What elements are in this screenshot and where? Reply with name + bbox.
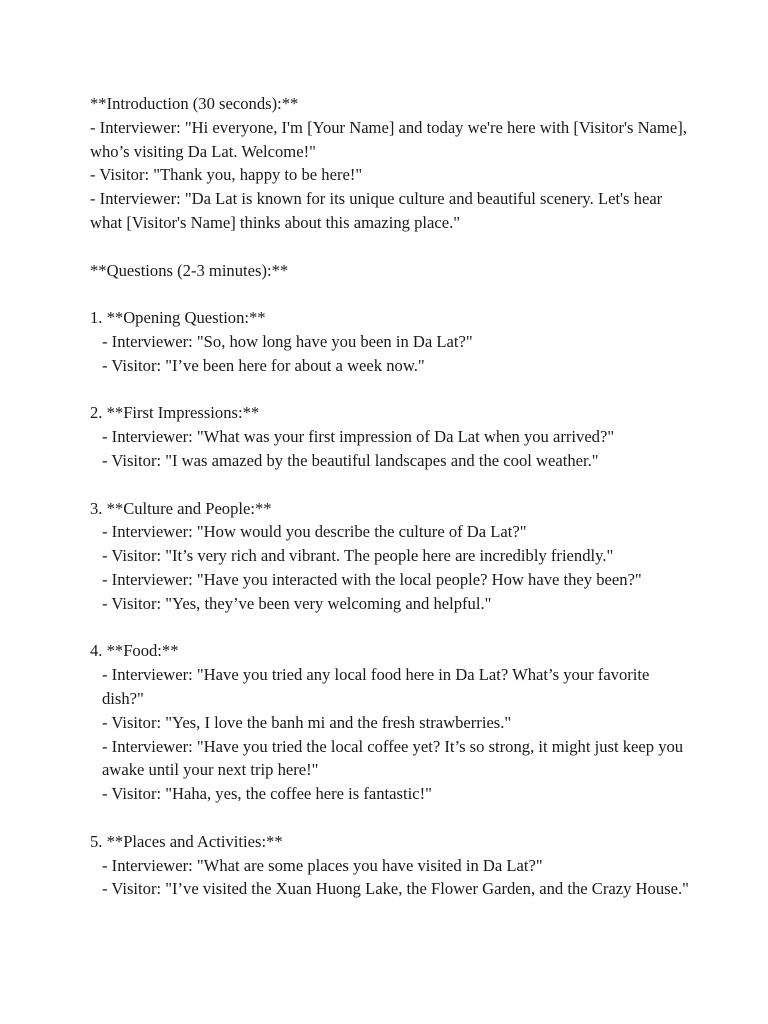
intro-line: - Interviewer: "Hi everyone, I'm [Your Name] and today we're here with [Visitor's Name], who’s visiting Da Lat. Welcome!" [90, 117, 692, 161]
spacer [90, 473, 690, 497]
intro-line: - Interviewer: "Da Lat is known for its unique culture and beautiful scenery. Let's hear what [Visitor's Name] thinks about this amazing place." [90, 189, 667, 232]
dialogue-line: - Visitor: "I’ve visited the Xuan Huong Lake, the Flower Garden, and the Crazy House." [102, 879, 689, 899]
dialogue-line: - Interviewer: "So, how long have you been in Da Lat?" [102, 331, 473, 351]
section-title: 1. **Opening Question:** [90, 308, 266, 328]
spacer [90, 616, 690, 640]
document-body [90, 92, 690, 901]
dialogue-line: - Visitor: "Haha, yes, the coffee here is fantastic!" [102, 784, 432, 804]
dialogue-line: - Visitor: "Yes, they’ve been very welcoming and helpful." [102, 593, 492, 613]
dialogue-line: - Visitor: "It’s very rich and vibrant. The people here are incredibly friendly." [102, 546, 614, 566]
dialogue-line: - Interviewer: "Have you tried the local coffee yet? It’s so strong, it might just keep you awake until your next trip here!" [102, 736, 688, 780]
dialogue-line: - Interviewer: "What was your first impression of Da Lat when you arrived?" [102, 427, 615, 447]
dialogue-line: - Interviewer: "How would you describe the culture of Da Lat?" [102, 522, 527, 542]
dialogue-line: - Interviewer: "Have you tried any local food here in Da Lat? What’s your favorite dish?" [102, 665, 654, 708]
spacer [90, 235, 690, 259]
spacer [90, 806, 690, 830]
section-title: 5. **Places and Activities:** [90, 831, 283, 851]
spacer [90, 378, 690, 402]
spacer [90, 282, 690, 306]
dialogue-line: - Visitor: "I’ve been here for about a week now." [102, 355, 425, 375]
intro-heading: **Introduction (30 seconds):** [90, 94, 299, 113]
dialogue-line: - Visitor: "I was amazed by the beautiful landscapes and the cool weather." [102, 450, 599, 470]
section-title: 2. **First Impressions:** [90, 403, 260, 423]
section-title: 3. **Culture and People:** [90, 498, 272, 518]
dialogue-line: - Interviewer: "What are some places you have visited in Da Lat?" [102, 855, 543, 875]
dialogue-line: - Interviewer: "Have you interacted with the local people? How have they been?" [102, 569, 642, 589]
intro-line: - Visitor: "Thank you, happy to be here!" [90, 165, 363, 185]
section-title: 4. **Food:** [90, 641, 179, 661]
questions-heading: **Questions (2-3 minutes):** [90, 260, 289, 280]
dialogue-line: - Visitor: "Yes, I love the banh mi and the fresh strawberries." [102, 712, 512, 732]
